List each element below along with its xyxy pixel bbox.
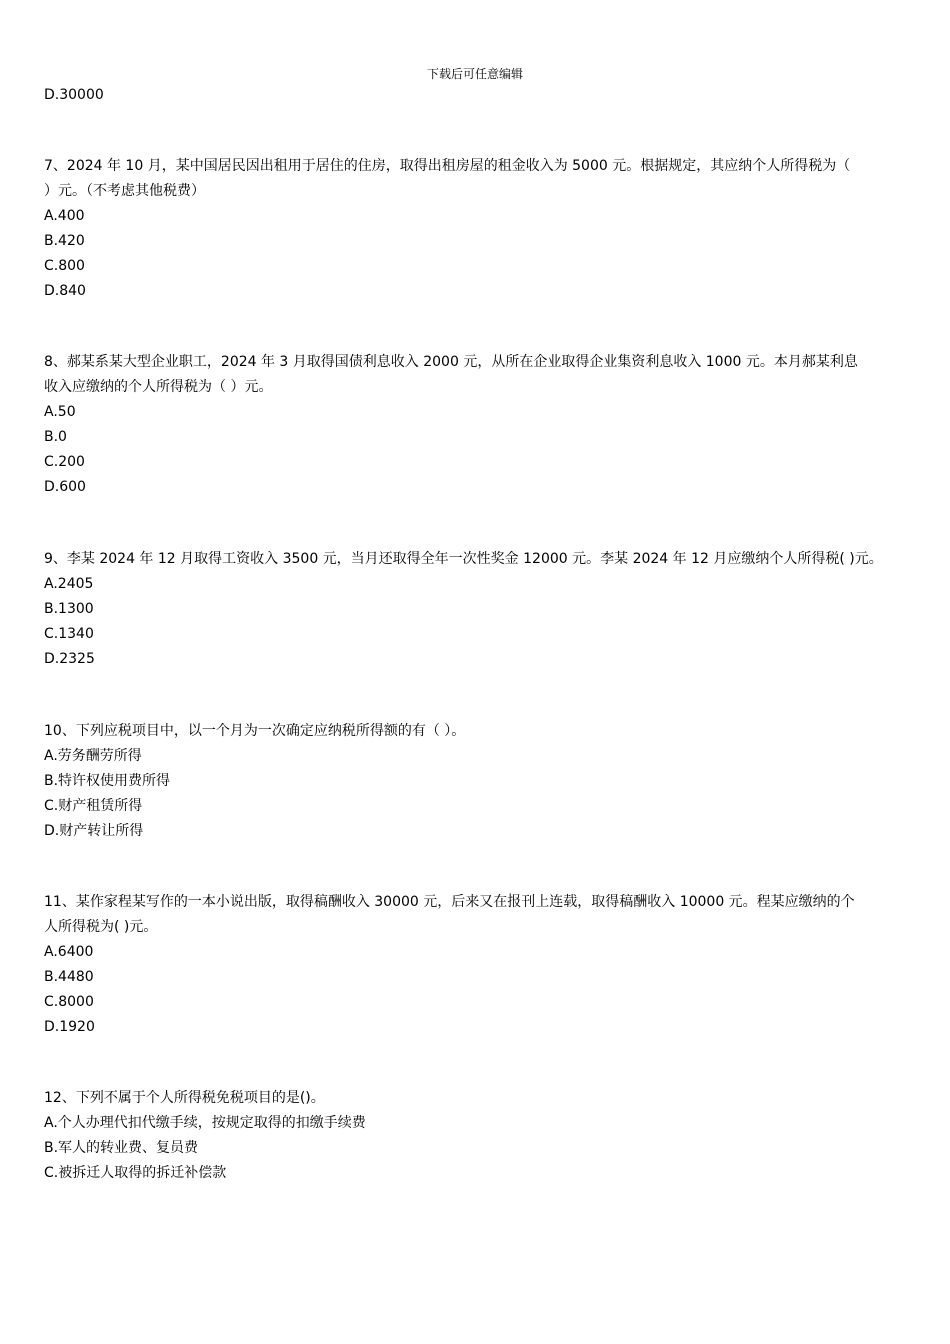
option-b: B.420 xyxy=(44,233,85,249)
question-stem: 7、2024 年 10 月，某中国居民因出租用于居住的住房，取得出租房屋的租金收入为 5000 元。根据规定，其应纳个人所得税为（ xyxy=(44,158,851,174)
option-d: D.840 xyxy=(44,283,86,299)
option-a: A.个人办理代扣代缴手续，按规定取得的扣缴手续费 xyxy=(44,1115,366,1131)
option-d: D.600 xyxy=(44,479,86,495)
option-b: B.1300 xyxy=(44,601,94,617)
question-stem: 8、郝某系某大型企业职工，2024 年 3 月取得国债利息收入 2000 元，从所在企业取得企业集资利息收入 1000 元。本月郝某利息 xyxy=(44,354,858,370)
option-a: A.50 xyxy=(44,404,76,420)
option-c: C.1340 xyxy=(44,626,94,642)
option-a: A.劳务酬劳所得 xyxy=(44,748,142,764)
option-d: D.2325 xyxy=(44,651,95,667)
option-d: D.财产转让所得 xyxy=(44,823,144,839)
option-d: D.1920 xyxy=(44,1019,95,1035)
question-stem: 10、下列应税项目中，以一个月为一次确定应纳税所得额的有（ ）。 xyxy=(44,723,466,739)
option-d: D.30000 xyxy=(44,87,104,103)
option-b: B.军人的转业费、复员费 xyxy=(44,1140,199,1156)
option-a: A.2405 xyxy=(44,576,94,592)
question-stem: 收入应缴纳的个人所得税为（ ）元。 xyxy=(44,379,273,395)
question-stem: 人所得税为( )元。 xyxy=(44,919,158,935)
option-b: B.特许权使用费所得 xyxy=(44,773,171,789)
question-stem: 11、某作家程某写作的一本小说出版，取得稿酬收入 30000 元，后来又在报刊上连载，取得稿酬收入 10000 元。程某应缴纳的个 xyxy=(44,894,855,910)
option-b: B.4480 xyxy=(44,969,94,985)
option-c: C.财产租赁所得 xyxy=(44,798,143,814)
option-a: A.6400 xyxy=(44,944,94,960)
header-note: 下载后可任意编辑 xyxy=(426,67,523,81)
question-stem: ）元。（不考虑其他税费） xyxy=(44,183,205,199)
option-c: C.200 xyxy=(44,454,85,470)
option-b: B.0 xyxy=(44,429,67,445)
option-c: C.8000 xyxy=(44,994,94,1010)
question-stem: 9、李某 2024 年 12 月取得工资收入 3500 元，当月还取得全年一次性奖金 12000 元。李某 2024 年 12 月应缴纳个人所得税( )元。 xyxy=(44,551,883,567)
question-stem: 12、下列不属于个人所得税免税项目的是()。 xyxy=(44,1090,325,1106)
option-c: C.被拆迁人取得的拆迁补偿款 xyxy=(44,1165,227,1181)
option-a: A.400 xyxy=(44,208,85,224)
option-c: C.800 xyxy=(44,258,85,274)
